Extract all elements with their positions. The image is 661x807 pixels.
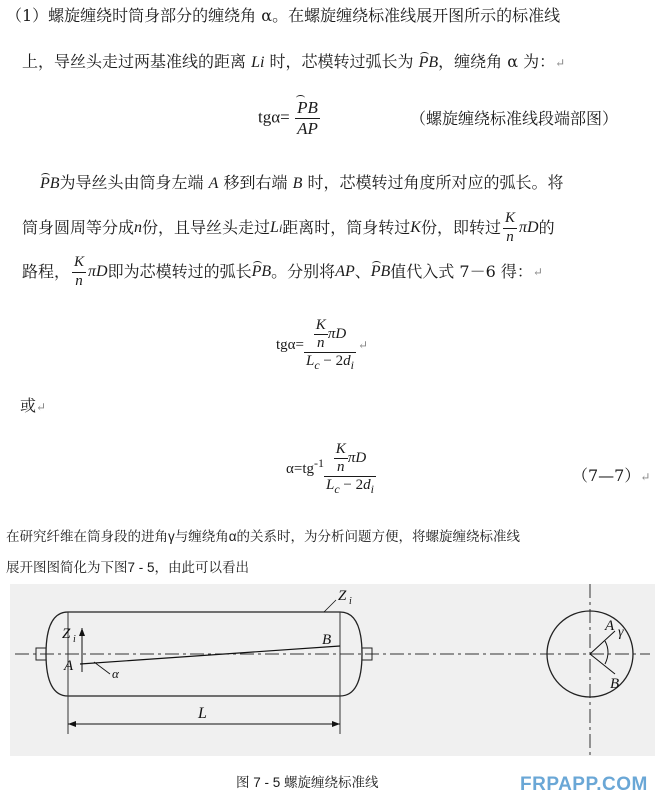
eq2-inner-fraction <box>314 317 328 353</box>
var-b: B <box>292 175 303 192</box>
text: （1）螺旋缠绕时筒身部分的缠绕角 α。在螺旋缠绕标准线展开图所示的标准线 <box>6 6 561 25</box>
arc-pb: PB <box>370 263 391 280</box>
sub-c: c <box>334 482 340 497</box>
sub-i: i <box>370 482 374 497</box>
text: 上，导丝头走过两基准线的距离 <box>22 52 252 71</box>
text: 筒身圆周等分成 <box>22 218 135 237</box>
eq3-numerator <box>324 441 376 478</box>
text: 为导丝头由筒身左端 <box>59 173 209 192</box>
text: 的 <box>538 218 555 237</box>
paragraph-1-line-1 <box>6 8 560 24</box>
label-a-circle: A <box>605 618 615 634</box>
eq3-fraction <box>324 441 376 497</box>
paragraph-mark: ↵ <box>36 400 47 414</box>
label-l: L <box>198 705 207 722</box>
paragraph-3-line-2 <box>6 556 249 576</box>
inner-numerator: K <box>334 441 348 459</box>
text: 展开图图简化为下图7 - 5，由此可以看出 <box>6 560 250 575</box>
text: 在研究纤维在筒身段的进角γ与缠绕角α的关系时，为分析问题方便，将螺旋缠绕标准线 <box>6 529 521 544</box>
watermark <box>520 774 648 796</box>
text: 份，且导丝头走过 <box>142 218 271 237</box>
fraction-k-n <box>72 254 86 290</box>
eq2-fraction <box>304 317 356 373</box>
numerator: K <box>503 210 517 228</box>
text: 份，即转过 <box>420 218 501 237</box>
label-z-left: Z <box>62 626 71 642</box>
inner-numerator: K <box>314 317 328 335</box>
text: 或 <box>20 396 37 415</box>
var-k: K <box>410 219 421 236</box>
paragraph-mark: ↵ <box>357 338 369 352</box>
sub-c: c <box>314 358 320 373</box>
arc-pb: PB <box>251 263 272 280</box>
paragraph-3-line-1 <box>6 525 520 545</box>
text: （7—7） <box>572 466 641 485</box>
text: 时，芯模转过角度所对应的弧长。将 <box>302 173 564 192</box>
paragraph-2-line-2 <box>22 210 555 246</box>
label-alpha: α <box>112 666 119 681</box>
figure-caption <box>236 771 379 791</box>
d: d <box>363 477 371 494</box>
l: L <box>306 353 315 370</box>
label-i-right: i <box>349 596 352 607</box>
figure-7-5 <box>10 584 655 756</box>
paragraph-2-line-3 <box>22 254 543 290</box>
var-l: L <box>270 219 279 236</box>
pi-d: πD <box>519 219 539 236</box>
pi-d: πD <box>88 263 108 280</box>
label-i-left: i <box>73 634 76 645</box>
equation-3-number <box>572 468 650 484</box>
text: 。分别将 <box>271 262 336 281</box>
paragraph-mark: ↵ <box>532 265 543 279</box>
eq2-denominator <box>304 353 356 373</box>
eq3-inner-fraction <box>334 441 348 477</box>
eq1-fraction <box>295 98 320 138</box>
l: L <box>326 477 335 494</box>
label-b-right: B <box>322 632 332 648</box>
numerator: K <box>72 254 86 272</box>
var-ap: AP <box>335 263 355 280</box>
paragraph-1-line-2 <box>22 54 565 71</box>
equation-2 <box>276 312 368 378</box>
text: 时，芯模转过弧长为 <box>264 52 419 71</box>
paragraph-2-line-1 <box>40 175 563 192</box>
arc-pb: PB <box>418 54 439 71</box>
arc-pb: PB <box>40 175 60 192</box>
fraction-k-n <box>503 210 517 246</box>
var-li: Li <box>251 54 265 71</box>
eq1-denominator: AP <box>297 118 318 138</box>
text: 值代入式 7－6 得： <box>390 262 533 281</box>
text: 距离时，筒身转过 <box>282 218 411 237</box>
label-gamma: γ <box>618 625 624 640</box>
pi-d: πD <box>327 325 347 342</box>
equation-1 <box>258 98 320 138</box>
eq2-lhs: tgα= <box>276 336 304 353</box>
var-a: A <box>208 175 219 192</box>
paragraph-mark: ↵ <box>555 56 566 70</box>
equation-1-note <box>410 111 618 127</box>
minus-two: − 2 <box>319 353 344 370</box>
sub-i: i <box>278 221 283 235</box>
eq1-numerator: PB <box>297 98 318 117</box>
d: d <box>343 353 351 370</box>
inner-denominator: n <box>337 459 345 476</box>
label-z-right: Z <box>338 588 347 604</box>
eq2-numerator <box>304 317 356 354</box>
minus-two: − 2 <box>339 477 364 494</box>
eq3-denominator <box>324 477 376 497</box>
text: 路程， <box>22 262 71 281</box>
text: ，缠绕角 α 为： <box>438 52 556 71</box>
equation-3 <box>286 434 376 504</box>
text: 移到右端 <box>218 173 293 192</box>
eq3-sup: -1 <box>314 456 324 470</box>
label-a-left: A <box>64 658 74 674</box>
label-b-circle: B <box>610 676 620 692</box>
paragraph-mark: ↵ <box>640 470 651 484</box>
figure-background <box>10 584 655 756</box>
inner-denominator: n <box>317 335 325 352</box>
var-n: n <box>134 219 143 236</box>
pi-d: πD <box>347 449 367 466</box>
denominator: n <box>506 228 514 245</box>
text: FRPAPP.COM <box>520 774 648 795</box>
text: 、 <box>354 262 371 281</box>
or-line <box>20 398 46 414</box>
sub-i: i <box>350 358 354 373</box>
denominator: n <box>75 272 83 289</box>
text: 图 7 - 5 螺旋缠绕标准线 <box>236 775 379 790</box>
eq1-lhs: tgα= <box>258 107 290 127</box>
text: （螺旋缠绕标准线段端部图） <box>410 109 619 128</box>
eq3-lhs: α=tg <box>286 460 314 477</box>
text: 即为芯模转过的弧长 <box>107 262 252 281</box>
